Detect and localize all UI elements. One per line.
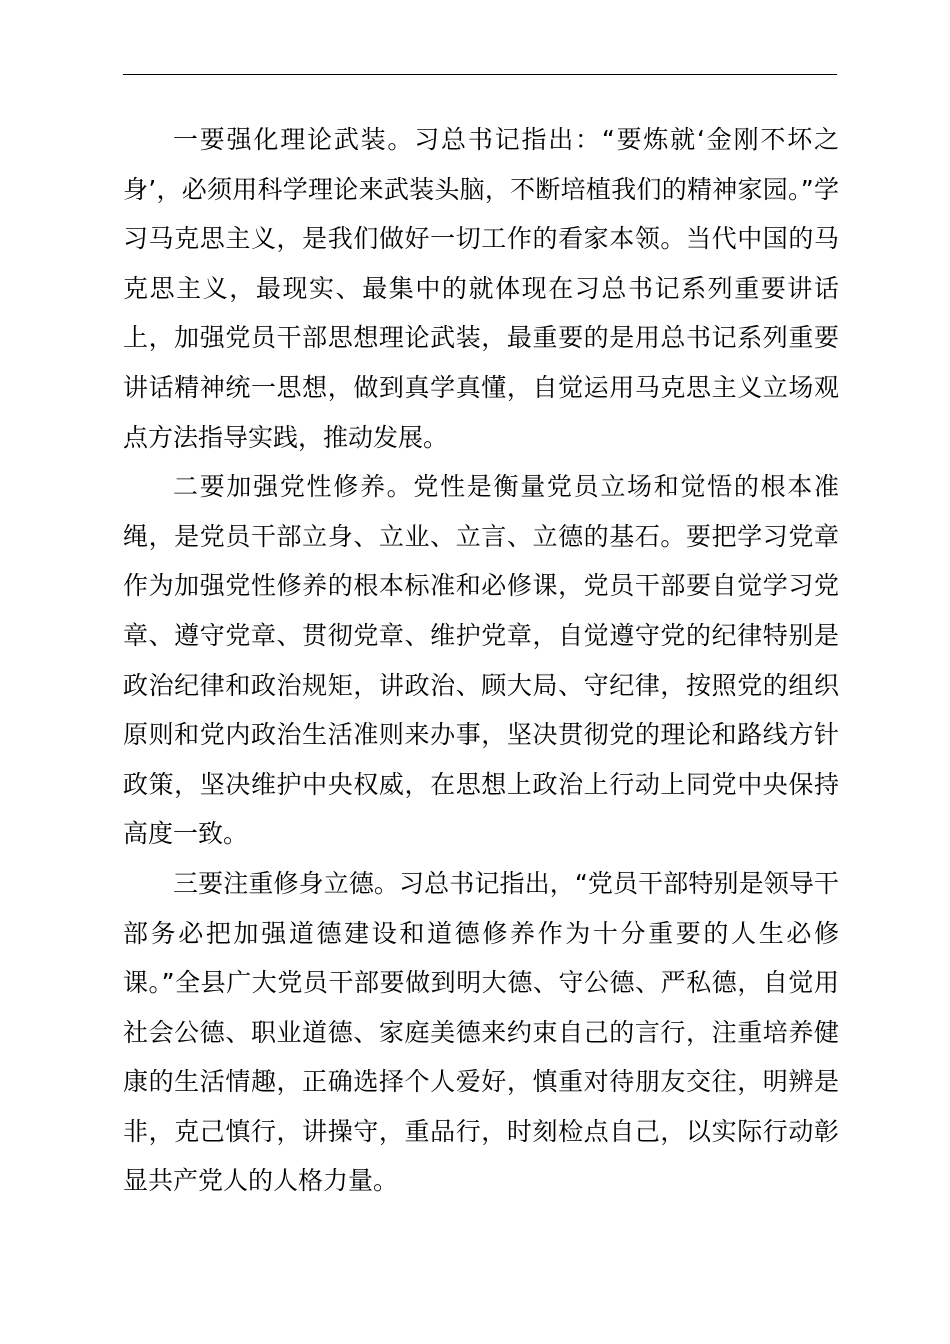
paragraph-theory: 一要强化理论武装。习总书记指出：“要炼就‘金刚不坏之身’，必须用科学理论来武装头脑，不断培植我们的精神家园。”学习马克思主义，是我们做好一切工作的看家本领。当代中国的马克思主义，最现实、最集中的就体现在习总书记系列重要讲话上，加强党员干部思想理论武装，最重要的是用总书记系列重要讲话精神统一思想，做到真学真懂，自觉运用马克思主义立场观点方法指导实践，推动发展。 (123, 125, 839, 452)
paragraph-morality: 三要注重修身立德。习总书记指出，“党员干部特别是领导干部务必把加强道德建设和道德修养作为十分重要的人生必修课。”全县广大党员干部要做到明大德、守公德、严私德，自觉用社会公德、职业道德、家庭美德来约束自己的言行，注重培养健康的生活情趣，正确选择个人爱好，慎重对待朋友交往，明辨是非，克己慎行，讲操守，重品行，时刻检点自己，以实际行动彰显共产党人的人格力量。 (123, 868, 839, 1196)
paragraph-party-spirit: 二要加强党性修养。党性是衡量党员立场和觉悟的根本准绳，是党员干部立身、立业、立言、立德的基石。要把学习党章作为加强党性修养的根本标准和必修课，党员干部要自觉学习党章、遵守党章、贯彻党章、维护党章，自觉遵守党的纪律特别是政治纪律和政治规矩，讲政治、顾大局、守纪律，按照党的组织原则和党内政治生活准则来办事，坚决贯彻党的理论和路线方针政策，坚决维护中央权威，在思想上政治上行动上同党中央保持高度一致。 (123, 472, 839, 849)
header-rule (123, 74, 837, 75)
document-body (123, 115, 839, 1206)
